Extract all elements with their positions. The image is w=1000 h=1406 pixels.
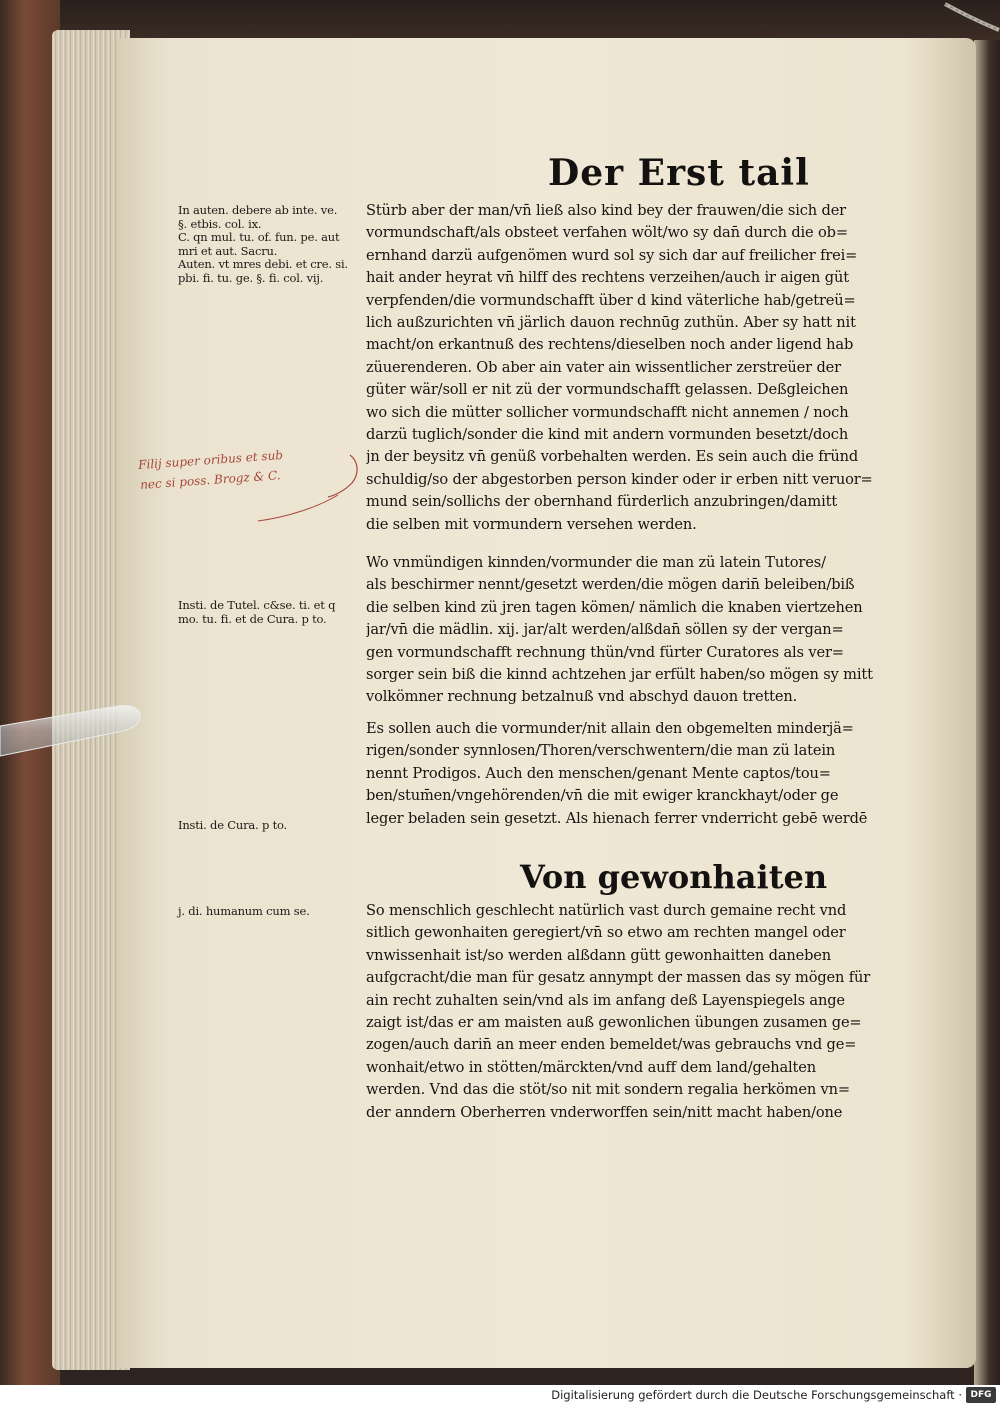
handwritten-line: Filij super oribus et sub bbox=[137, 447, 284, 473]
handwritten-line: nec si poss. Brogz & C. bbox=[139, 468, 282, 492]
dfg-logo: DFG bbox=[966, 1387, 996, 1403]
margin-note: j. di. humanum cum se. bbox=[178, 904, 310, 918]
text-paragraph: Es sollen auch die vormunder/nit allain den obgemelten minderjä= rigen/sonder synnlosen/Thoren/verschwentern/die man zü latein nennt Prodigos. Auch den menschen/genant Mente captos/tou= ben/stum̄en/vngehörenden/vn̄ die mit ewiger kranckhayt/oder ge leger beladen sein gesetzt. Als hienach ferrer vnderricht gebē werdē bbox=[366, 720, 868, 827]
bookmark-string-icon bbox=[935, 0, 1000, 48]
text-paragraph: Wo vnmündigen kinnden/vormunder die man zü latein Tutores/ als beschirmer nennt/gesetzt werden/die mögen darin̄ beleiben/biß die selben kind zü jren tagen kömen/ nämlich die knaben viertzehen jar/vn̄ die mädlin. xij. jar/alt werden/alßdan̄ söllen sy der vergan= gen vormundschafft rechnung thün/vnd fürter Curatores als ver= sorger sein biß die kinnd achtzehen jar erfült haben/so mögen sy mitt volkömner rechnung betzalnuß vnd abschyd dauon tretten. bbox=[366, 554, 873, 706]
book-cover-edge bbox=[0, 0, 60, 1385]
scan-background-right bbox=[974, 40, 1000, 1385]
margin-note: Insti. de Tutel. c&se. ti. et q mo. tu. fi. et de Cura. p to. bbox=[178, 598, 336, 626]
glass-page-weight-icon bbox=[0, 700, 150, 760]
text-paragraph: Stürb aber der man/vn̄ ließ also kind bey der frauwen/die sich der vormundschaft/als obsteet verfahen wölt/wo sy dan̄ durch die ob= ernhand darzü aufgenömen wurd sol sy sich dar auf freilicher frei= hait ander heyrat vn̄ hilff des rechtens verzeihen/auch ir aigen güt verpfenden/die vormundschafft über d kind väterliche hab/getreü= lich außzurichten vn̄ järlich dauon rechnūg zuthün. Aber sy hatt nit macht/on erkantnuß des rechtens/dieselben noch ander ligend hab züuerenderen. Ob aber ain vater ain wissentlicher zerstreüer der güter wär/soll er nit zü der vormundschafft gelassen. Deßgleichen wo sich die mütter sollicher vormundschafft nicht annemen / noch darzü tuglich/sonder die kind mit andern vormunden besetzt/doch jn der beysitz vn̄ genüß vorbehalten werden. Es sein auch die fründ schuldig/so der abgestorben person kinder oder ir erben nitt veruor= mund sein/sollichs der obernhand fürderlich anzubringen/damitt die selben mit vormundern versehen werden. bbox=[366, 202, 873, 533]
handwritten-annotation bbox=[138, 447, 368, 522]
footer-credit: Digitalisierung gefördert durch die Deutsche Forschungsgemeinschaft · bbox=[551, 1388, 962, 1402]
footer bbox=[0, 1385, 1000, 1406]
section-heading: Von gewonhaiten bbox=[520, 858, 828, 896]
margin-note: In auten. debere ab inte. ve. §. etbis. col. ix. C. qn mul. tu. of. fun. pe. aut mri et aut. Sacru. Auten. vt mres debi. et cre. si. pbi. fi. tu. ge. §. fi. col. vij. bbox=[178, 203, 348, 285]
page-heading: Der Erst tail bbox=[548, 152, 810, 194]
scan-background-top bbox=[0, 0, 1000, 40]
margin-note: Insti. de Cura. p to. bbox=[178, 818, 287, 832]
text-paragraph: So menschlich geschlecht natürlich vast durch gemaine recht vnd sitlich gewonhaiten geregiert/vn̄ so etwo am rechten mangel oder vnwissenhait ist/so werden alßdann gütt gewonhaitten daneben aufgcracht/die man für gesatz annympt der massen das sy mögen für ain recht zuhalten sein/vnd als im anfang deß Layenspiegels ange zaigt ist/das er am maisten auß gewonlichen übungen zusamen ge= zogen/auch darin̄ an meer enden bemeldet/was gebrauchs vnd ge= wonhait/etwo in stötten/märckten/vnd auff dem land/gehalten werden. Vnd das die stöt/so nit mit sondern regalia herkömen vn= der anndern Oberherren vnderworffen sein/nitt macht haben/one bbox=[366, 902, 871, 1121]
